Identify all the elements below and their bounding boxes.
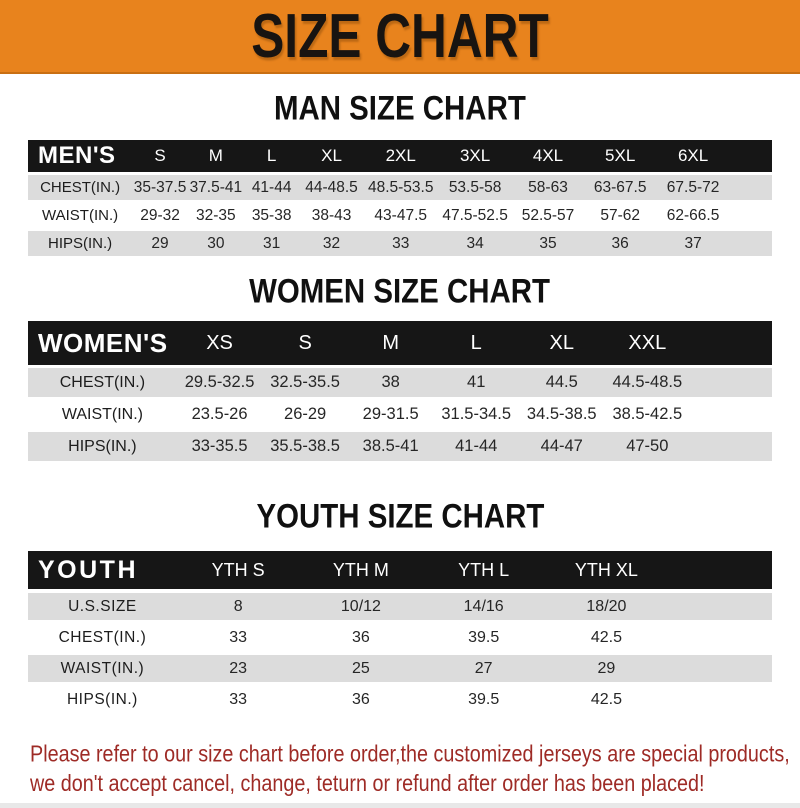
measurement-value: 39.5 (468, 690, 500, 708)
banner-title: SIZE CHART (251, 1, 549, 71)
size-column-header: YTH M (300, 551, 423, 589)
table-group-label: YOUTH (28, 551, 177, 589)
measurement-label: U.S.SIZE (28, 593, 177, 620)
measurement-value: 34.5-38.5 (526, 405, 597, 423)
measurement-value: 35 (512, 231, 583, 256)
measurement-row (28, 400, 772, 429)
row-spacer-cell (690, 368, 772, 397)
size-column-header: L (244, 140, 300, 172)
measurement-value: 58-63 (512, 175, 583, 200)
measurement-value: 63-67.5 (584, 175, 657, 200)
measurement-value: 29.5-32.5 (177, 368, 263, 397)
measurement-value: 33-35.5 (177, 432, 263, 461)
measurement-value: 47.5-52.5 (442, 206, 508, 224)
measurement-label: WAIST(IN.) (42, 207, 119, 224)
size-table-header-row (28, 551, 772, 589)
measurement-value: 35.5-38.5 (262, 432, 348, 461)
size-column-header: 6XL (657, 140, 730, 172)
size-column-header: M (188, 140, 244, 172)
measurement-value: 29-32 (140, 206, 180, 224)
measurement-value: 37.5-41 (188, 175, 244, 200)
bottom-strip (0, 803, 800, 808)
measurement-value: 38.5-42.5 (612, 405, 683, 423)
measurement-value: 27 (422, 655, 545, 682)
men-section-heading-text: MAN SIZE CHART (274, 88, 526, 128)
row-spacer-cell (668, 593, 772, 620)
measurement-value: 36 (352, 690, 370, 708)
measurement-value: 36 (352, 628, 370, 646)
measurement-row (28, 368, 772, 397)
measurement-value: 26-29 (284, 405, 327, 423)
table-group-label: WOMEN'S (28, 321, 177, 365)
measurement-value: 29 (545, 655, 668, 682)
measurement-value: 38.5-41 (348, 432, 434, 461)
men-size-table (28, 137, 772, 259)
measurement-value: 31 (244, 231, 300, 256)
measurement-value: 33 (229, 628, 248, 646)
measurement-value: 29 (132, 231, 188, 256)
measurement-row (28, 593, 772, 620)
size-column-header: XS (177, 321, 263, 365)
measurement-label: HIPS(IN.) (28, 432, 177, 461)
measurement-value: 44.5 (519, 368, 605, 397)
measurement-label: WAIST(IN.) (28, 655, 177, 682)
measurement-value: 31.5-34.5 (441, 405, 512, 423)
measurement-value: 37 (657, 231, 730, 256)
measurement-value: 39.5 (468, 628, 500, 646)
size-column-header: XL (519, 321, 605, 365)
youth-size-table (28, 547, 772, 717)
measurement-value: 32-35 (196, 206, 236, 224)
measurement-value: 23.5-26 (191, 405, 248, 423)
size-column-header: XL (300, 140, 364, 172)
measurement-value: 41 (433, 368, 519, 397)
measurement-value: 33 (229, 690, 248, 708)
men-section-heading (0, 90, 800, 127)
measurement-value: 18/20 (545, 593, 668, 620)
banner (0, 0, 800, 74)
measurement-value: 32.5-35.5 (262, 368, 348, 397)
measurement-value: 32 (300, 231, 364, 256)
size-table-header-row (28, 321, 772, 365)
measurement-label: CHEST(IN.) (28, 175, 132, 200)
measurement-value: 42.5 (590, 690, 622, 708)
measurement-value: 57-62 (600, 206, 640, 224)
measurement-row (28, 203, 772, 228)
measurement-value: 42.5 (590, 628, 622, 646)
measurement-label: CHEST(IN.) (28, 368, 177, 397)
size-column-header: L (433, 321, 519, 365)
size-column-header: 4XL (512, 140, 583, 172)
size-column-header: YTH S (177, 551, 300, 589)
table-group-label: MEN'S (28, 140, 132, 172)
measurement-value: 52.5-57 (521, 206, 575, 224)
measurement-value: 30 (188, 231, 244, 256)
women-size-table (28, 318, 772, 464)
measurement-row (28, 686, 772, 713)
row-spacer-cell (668, 686, 772, 713)
disclaimer-line-1: Please refer to our size chart before order,the customized jerseys are special products, (30, 740, 790, 767)
header-spacer-cell (730, 140, 772, 172)
row-spacer-cell (690, 400, 772, 429)
size-column-header: YTH L (422, 551, 545, 589)
measurement-label: CHEST(IN.) (58, 628, 147, 646)
row-spacer-cell (730, 175, 772, 200)
measurement-label: HIPS(IN.) (28, 231, 132, 256)
measurement-value: 67.5-72 (657, 175, 730, 200)
measurement-value: 14/16 (422, 593, 545, 620)
row-spacer-cell (730, 231, 772, 256)
youth-section-heading (0, 498, 800, 535)
size-column-header: YTH XL (545, 551, 668, 589)
measurement-value: 34 (438, 231, 512, 256)
row-spacer-cell (668, 655, 772, 682)
measurement-value: 38 (348, 368, 434, 397)
header-spacer-cell (668, 551, 772, 589)
measurement-row (28, 624, 772, 651)
measurement-value: 35-37.5 (132, 175, 188, 200)
measurement-value: 25 (300, 655, 423, 682)
men-size-section (0, 90, 800, 259)
header-spacer-cell (690, 321, 772, 365)
women-section-heading-text: WOMEN SIZE CHART (249, 271, 551, 311)
measurement-value: 44-47 (519, 432, 605, 461)
measurement-value: 43-47.5 (374, 206, 427, 224)
row-spacer-cell (730, 203, 772, 228)
measurement-row (28, 175, 772, 200)
measurement-value: 35-38 (251, 206, 292, 224)
measurement-label: HIPS(IN.) (66, 690, 138, 708)
measurement-row (28, 432, 772, 461)
measurement-value: 44-48.5 (300, 175, 364, 200)
disclaimer (30, 739, 790, 798)
measurement-value: 53.5-58 (438, 175, 512, 200)
measurement-value: 41-44 (433, 432, 519, 461)
measurement-value: 38-43 (311, 206, 352, 224)
measurement-value: 41-44 (244, 175, 300, 200)
size-column-header: 5XL (584, 140, 657, 172)
size-column-header: S (132, 140, 188, 172)
measurement-value: 10/12 (300, 593, 423, 620)
measurement-value: 23 (177, 655, 300, 682)
measurement-value: 33 (364, 231, 438, 256)
size-column-header: 3XL (438, 140, 512, 172)
measurement-value: 8 (177, 593, 300, 620)
size-column-header: M (348, 321, 434, 365)
size-column-header: S (262, 321, 348, 365)
women-size-section (0, 273, 800, 464)
size-column-header: XXL (605, 321, 691, 365)
row-spacer-cell (668, 624, 772, 651)
size-table-header-row (28, 140, 772, 172)
measurement-value: 62-66.5 (666, 206, 720, 224)
youth-size-section (0, 498, 800, 717)
row-spacer-cell (690, 432, 772, 461)
measurement-value: 47-50 (605, 432, 691, 461)
women-section-heading (0, 273, 800, 310)
measurement-row (28, 231, 772, 256)
youth-section-heading-text: YOUTH SIZE CHART (256, 496, 544, 536)
measurement-label: WAIST(IN.) (61, 405, 143, 423)
disclaimer-line-2: we don't accept cancel, change, teturn or refund after order has been placed! (30, 769, 705, 797)
measurement-value: 36 (584, 231, 657, 256)
measurement-value: 48.5-53.5 (364, 175, 438, 200)
measurement-value: 29-31.5 (362, 405, 419, 423)
measurement-row (28, 655, 772, 682)
size-column-header: 2XL (364, 140, 438, 172)
measurement-value: 44.5-48.5 (605, 368, 691, 397)
